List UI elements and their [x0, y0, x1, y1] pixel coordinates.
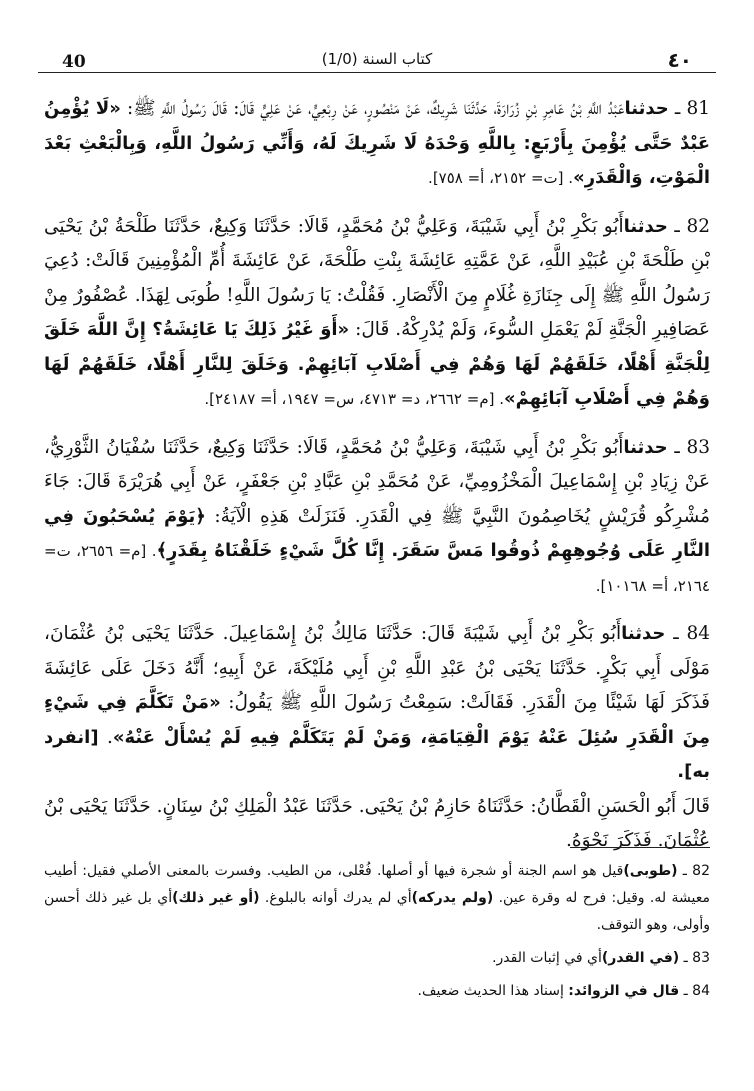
hadith-paragraph-segment: . [98, 726, 113, 748]
footnote-segment: قيل هو اسم الجنة أو شجرة فيها أو أصلها. فُعْلى، من الطيب. وفسرت بالمعنى الأصلي فقيل: أطيب معيشة له. وقيل: فرح له وقرة عين. [44, 863, 710, 906]
footnote-divider [570, 847, 710, 848]
hadith-paragraph-segment: أَبُو بَكْرِ بْنُ أَبِي شَيْبَةَ، وَعَلِيُّ بْنُ مُحَمَّدٍ، قَالَا: حَدَّثَنَا وَكِيعٌ، حَدَّثَنَا سُفْيَانُ الثَّوْرِيُّ، عَنْ زِيَادِ بْنِ إِسْمَاعِيلَ الْمَخْزُومِيِّ، عَنْ مُحَمَّدِ بْنِ عَبَّادِ بْنِ جَعْفَرٍ، عَنْ أَبِي هُرَيْرَةَ قَالَ: جَاءَ مُشْرِكُو قُرَيْشٍ يُخَاصِمُونَ النَّبِيَّ ﷺ فِي الْقَدَرِ. فَنَزَلَتْ هَذِهِ الْآيَةُ: [44, 436, 711, 527]
footnote-segment: أي في إثبات القدر. [492, 950, 602, 966]
paragraph-gap [44, 417, 710, 431]
hadith-paragraph-segment: . [م= ٢٦٥٦، ت= ٢١٦٤، أ= ١٠١٦٨]. [44, 542, 710, 595]
footnote-segment: قال في الزوائد: [568, 983, 680, 999]
footnote-segment: (ولم يدركه) [411, 890, 494, 906]
hadith-paragraph-segment: 82 ـ [667, 215, 710, 237]
hadith-paragraph [44, 790, 710, 859]
running-title: (1/0) كتاب السنة [321, 50, 433, 68]
footnote-segment: أي لم يدرك أوانه بالبلوغ. [259, 890, 412, 906]
hadith-paragraph-segment: حدثنا [624, 98, 669, 119]
footnote-segment: إسناد هذا الحديث ضعيف. [417, 983, 569, 999]
hadith-paragraph-segment: حدثنا [621, 623, 666, 644]
footnote-segment: 83 ـ [679, 950, 710, 966]
hadith-paragraph-segment: أَبُو بَكْرِ بْنُ أَبِي شَيْبَةَ قَالَ: حَدَّثَنَا مَالِكُ بْنُ إِسْمَاعِيلَ. حَدَّثَنَا يَحْيَى بْنُ عُثْمَانَ، مَوْلَى أَبِي بَكْرٍ. حَدَّثَنَا يَحْيَى بْنُ عَبْدِ اللَّهِ بْنِ أَبِي مُلَيْكَةَ، عَنْ أَبِيهِ؛ أَنَّهُ دَخَلَ عَلَى عَائِشَةَ فَذَكَرَ لَهَا شَيْئًا مِنَ الْقَدَرِ. فَقَالَتْ: سَمِعْتُ رَسُولَ اللَّهِ ﷺ يَقُولُ: [44, 623, 710, 713]
page-header [38, 38, 716, 73]
footnote-segment: 84 ـ [679, 983, 710, 999]
hadith-paragraph-segment: 81 ـ [668, 98, 710, 119]
footnotes [44, 858, 710, 1011]
hadith-paragraph-segment: . [م= ٢٦٦٢، د= ٤٧١٣، س= ١٩٤٧، أ= ٢٤١٨٧]. [204, 390, 505, 408]
hadith-paragraph-segment: 84 ـ [665, 623, 710, 644]
hadith-paragraph [44, 210, 710, 417]
footnote-segment: 82 ـ [677, 863, 710, 879]
paragraph-gap [44, 196, 710, 210]
footnote-segment: (أو غير ذلك) [172, 890, 260, 906]
footnote [44, 858, 710, 939]
footnote [44, 945, 710, 972]
page-number-latin: 40 [62, 52, 86, 72]
paragraph-gap [44, 603, 710, 617]
hadith-paragraph-segment: ﴿يَوْمَ يُسْحَبُونَ فِي النَّارِ عَلَى وُجُوهِهِمْ ذُوقُوا مَسَّ سَقَرَ. إِنَّا كُلَّ شَيْءٍ خَلَقْنَاهُ بِقَدَرٍ﴾ [44, 505, 710, 561]
hadith-paragraph-segment: أَبُو بَكْرِ بْنُ أَبِي شَيْبَةَ، وَعَلِيُّ بْنُ مُحَمَّدٍ، قَالَا: حَدَّثَنَا وَكِيعٌ، حَدَّثَنَا طَلْحَةُ بْنُ يَحْيَى بْنِ طَلْحَةَ بْنِ عُبَيْدِ اللَّهِ، عَنْ عَمَّتِهِ عَائِشَةَ بِنْتِ طَلْحَةَ، عَنْ عَائِشَةَ أُمِّ الْمُؤْمِنِينَ قَالَتْ: دُعِيَ رَسُولُ اللَّهِ ﷺ إِلَى جِنَازَةِ غُلَامٍ مِنَ الْأَنْصَارِ. فَقُلْتُ: يَا رَسُولَ اللَّهِ! طُوبَى لِهَذَا. عُصْفُورٌ مِنْ عَصَافِيرِ الْجَنَّةِ لَمْ يَعْمَلِ السُّوءَ، وَلَمْ يُدْرِكْهُ. قَالَ: [44, 215, 710, 340]
footnote-segment: أي بل غير ذلك أحسن وأولى، وهو التوقف. [44, 890, 710, 933]
hadith-paragraph-segment: «لَا يُؤْمِنُ عَبْدٌ حَتَّى يُؤْمِنَ بِأَرْبَعٍ: بِاللَّهِ وَحْدَهُ لَا شَرِيكَ لَهُ، وَأَنِّي رَسُولُ اللَّهِ، وَبِالْبَعْثِ بَعْدَ الْمَوْتِ، وَالْقَدَرِ» [44, 98, 710, 188]
hadith-paragraph-segment: 83 ـ [667, 436, 710, 458]
hadith-paragraph-segment: حدثنا [623, 436, 668, 458]
hadith-paragraph-segment: قَالَ أَبُو الْحَسَنِ الْقَطَّانُ: حَدَّثَنَاهُ حَازِمُ بْنُ يَحْيَى. حَدَّثَنَا عَبْدُ الْمَلِكِ بْنُ سِنَانٍ. حَدَّثَنَا يَحْيَى بْنُ عُثْمَانَ. فَذَكَرَ نَحْوَهُ. [44, 795, 710, 851]
hadith-paragraph-segment: . [ت= ٢١٥٢، أ= ٧٥٨]. [428, 169, 574, 187]
hadith-paragraph-segment: حدثنا [623, 215, 668, 237]
hadith-paragraph [44, 431, 710, 604]
hadith-paragraph-segment: «أَوَ غَيْرُ ذَلِكَ يَا عَائِشَةُ؟ إِنَّ اللَّهَ خَلَقَ لِلْجَنَّةِ أَهْلًا، خَلَقَهُمْ لَهَا وَهُمْ فِي أَصْلَابِ آبَائِهِمْ. وَخَلَقَ لِلنَّارِ أَهْلًا، خَلَقَهُمْ لَهَا وَهُمْ فِي أَصْلَابِ آبَائِهِمْ» [44, 319, 710, 409]
footnote-segment: (طوبى) [623, 863, 678, 879]
hadith-paragraph-segment: «مَنْ تَكَلَّمَ فِي شَيْءٍ مِنَ الْقَدَرِ سُئِلَ عَنْهُ يَوْمَ الْقِيَامَةِ، وَمَنْ لَمْ يَتَكَلَّمْ فِيهِ لَمْ يُسْأَلْ عَنْهُ» [44, 692, 710, 748]
page-number-arabic: ٤٠ [667, 48, 692, 72]
footnote-segment: (في القدر) [601, 950, 680, 966]
footnote [44, 978, 710, 1005]
hadith-paragraph [44, 92, 710, 196]
hadith-body [44, 92, 710, 859]
hadith-paragraph-segment: عَبْدُ اللَّهِ بْنُ عَامِرِ بْنِ زُرَارَةَ، حَدَّثَنَا شَرِيكٌ، عَنْ مَنْصُورٍ، عَنْ رِبْعِيٍّ، عَنْ عَلِيٍّ قَالَ: قَالَ رَسُولُ اللَّهِ ﷺ: [120, 98, 625, 119]
hadith-paragraph [44, 617, 710, 790]
hadith-paragraph-segment: [انفرد به]. [44, 726, 710, 782]
